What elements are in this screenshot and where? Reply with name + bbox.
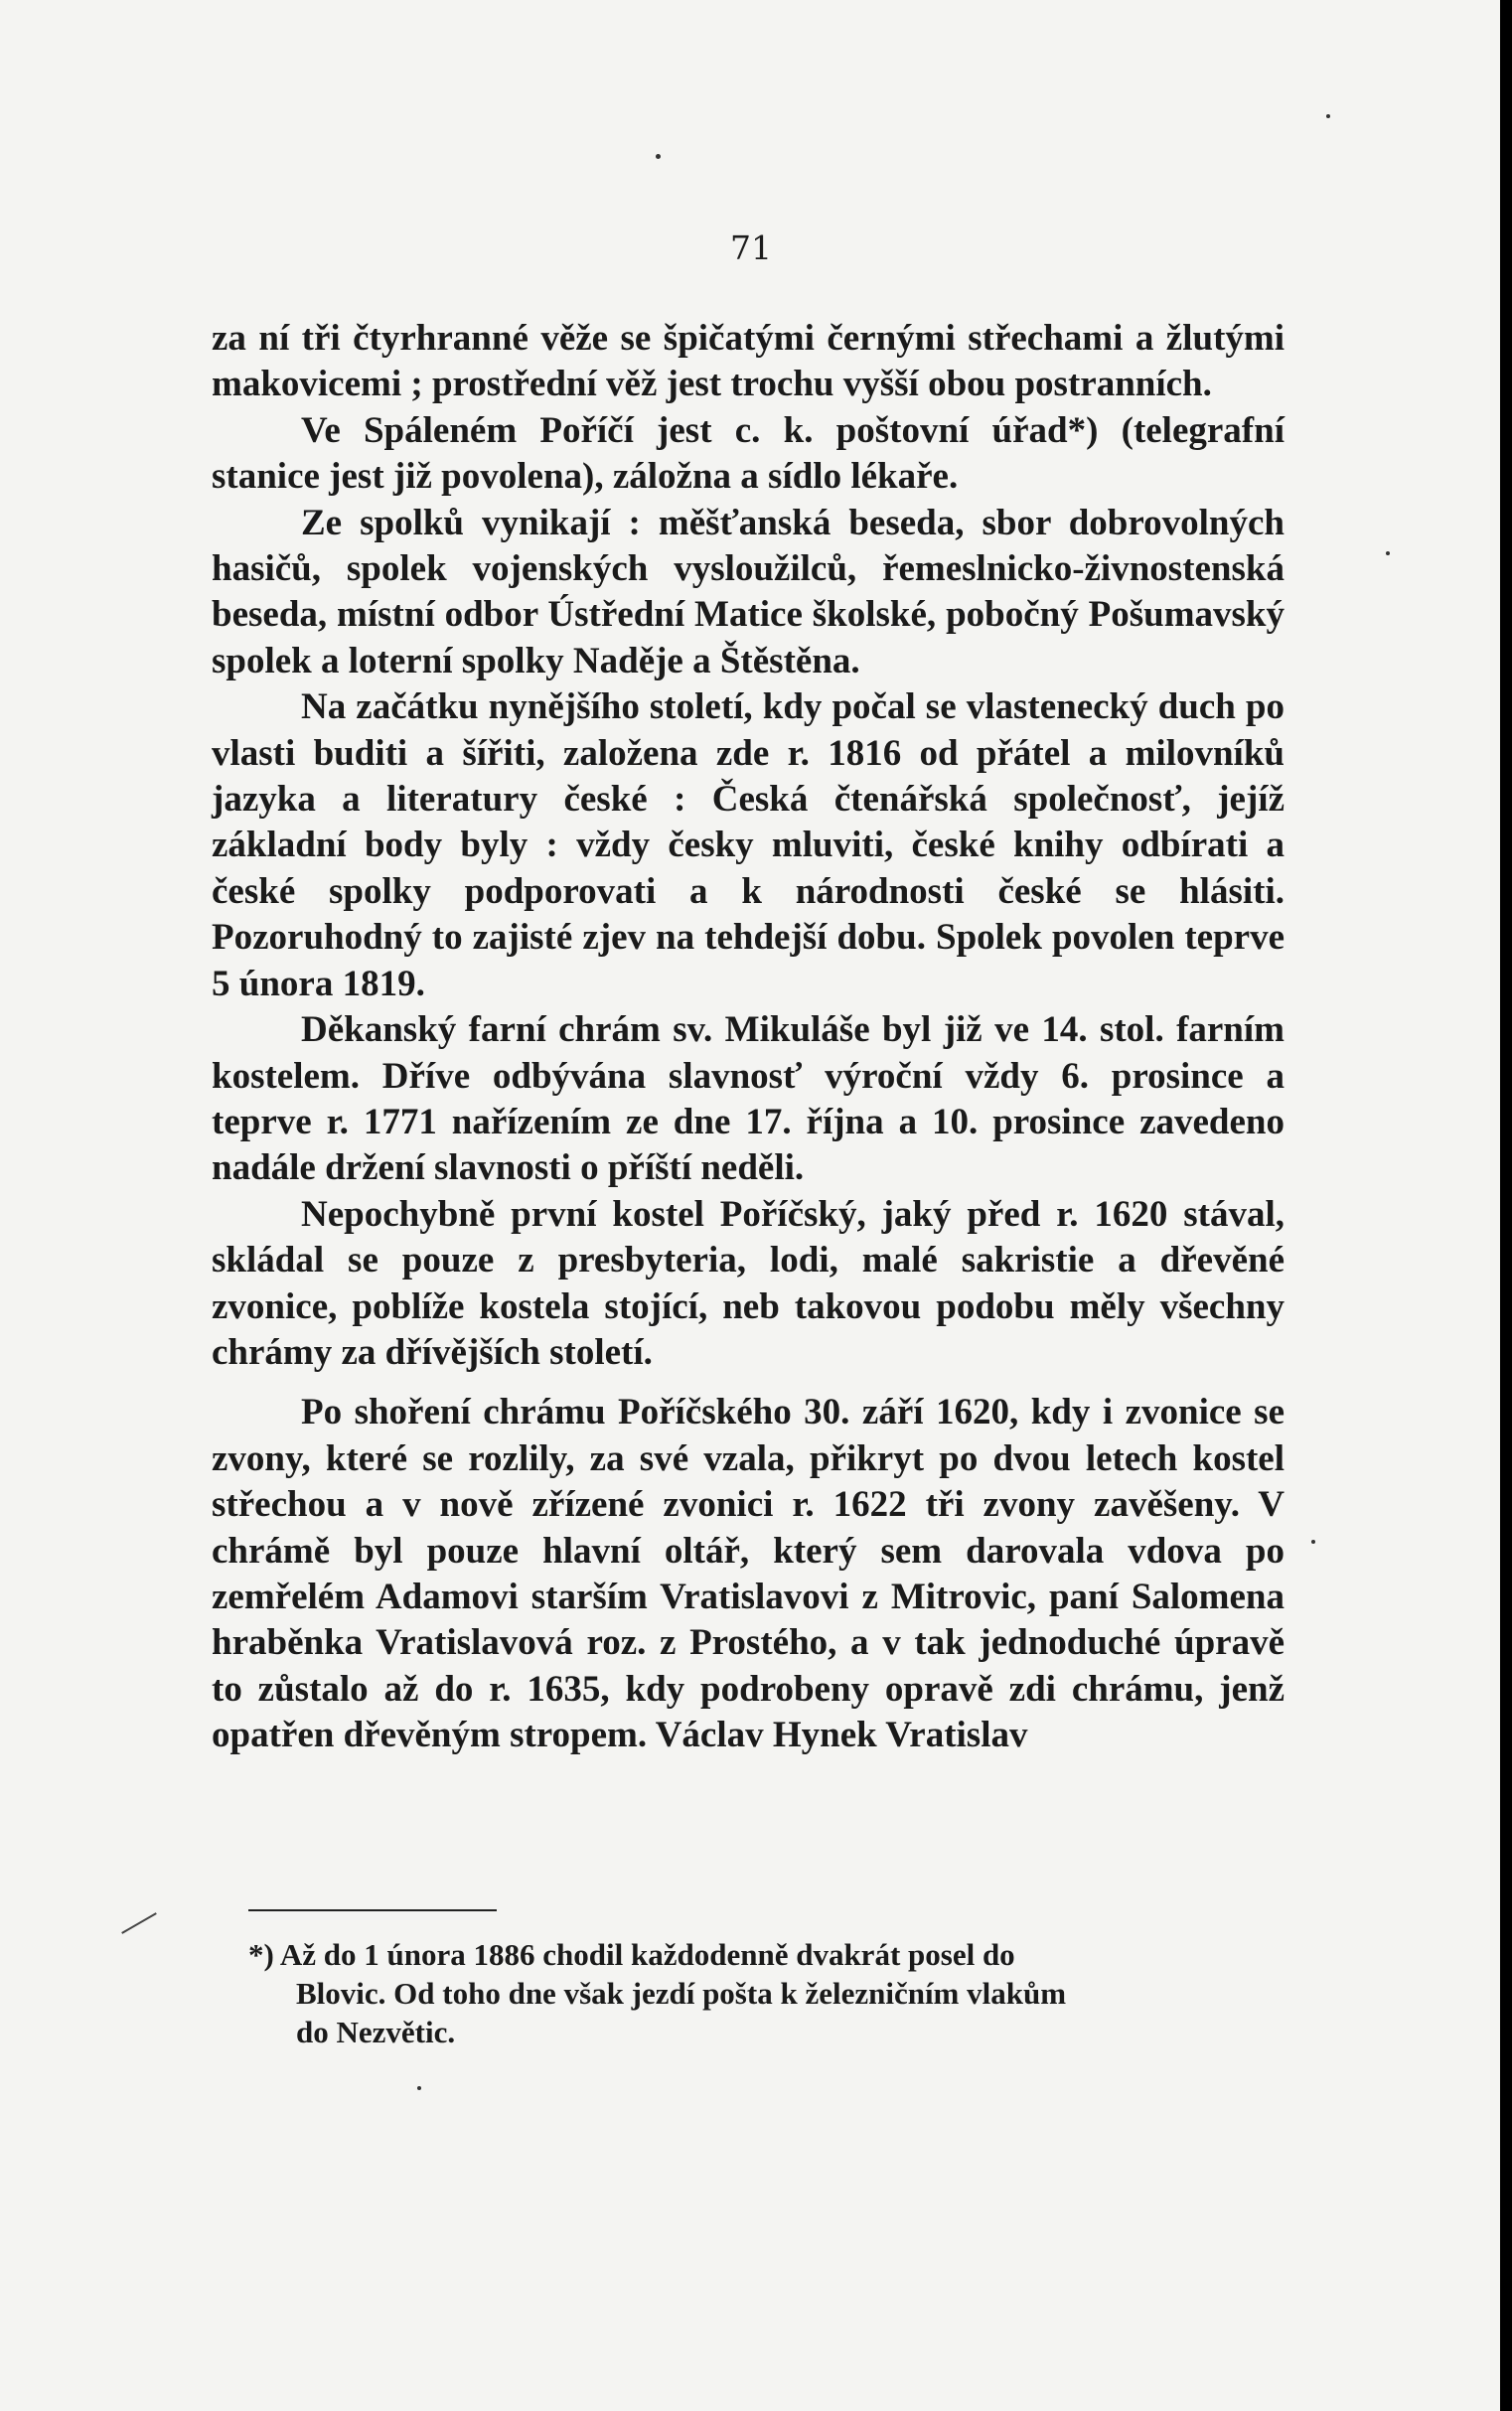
paragraph-3: Ze spolků vynikají : měšťanská beseda, sbor dobrovolných hasičů, spolek vojenských vysloužilců, řemeslnicko-živnostenská beseda, místní odbor Ústřední Matice školské, pobočný Pošumavský spolek a loterní spolky Naděje a Štěstěna. — [212, 502, 1285, 681]
paragraph-5: Děkanský farní chrám sv. Mikuláše byl již ve 14. stol. farním kostelem. Dříve odbývána slavnosť výroční vždy 6. prosince a teprve r. 1771 nařízením ze dne 17. října a 10. prosince zavedeno nadále držení slavnosti o příští neděli. — [212, 1009, 1285, 1189]
scan-speck — [417, 2086, 421, 2090]
footnote-line-1: *) Až do 1 února 1886 chodil každodenně dvakrát posel do — [248, 1937, 1015, 1972]
footnote — [248, 1935, 1277, 2051]
scan-speck — [1311, 1540, 1315, 1544]
footnote-marker: *) — [248, 1937, 274, 1972]
paragraph-7: Po shoření chrámu Poříčského 30. září 1620, kdy i zvonice se zvony, které se rozlily, za své vzala, přikryt po dvou letech kostel střechou a v nově zřízené zvonici r. 1622 tři zvony zavěšeny. V chrámě byl pouze hlavní oltář, který sem darovala vdova po zemřelém Adamovi starším Vratislavovi z Mitrovic, paní Salomena hraběnka Vratislavová roz. z Prostého, a v tak jednoduché úpravě to zůstalo až do r. 1635, kdy podrobeny opravě zdi chrámu, jenž opatřen dřevěným stropem. Václav Hynek Vratislav — [212, 1392, 1285, 1756]
scan-edge — [1500, 0, 1512, 2411]
page-number: 71 — [730, 228, 772, 267]
paragraph-2: Ve Spáleném Poříčí jest c. k. poštovní úřad*) (telegrafní stanice jest již povolena), záložna a sídlo lékaře. — [212, 409, 1285, 498]
scan-speck — [656, 154, 661, 159]
scan-speck — [1326, 114, 1330, 118]
paragraph-6: Nepochybně první kostel Poříčský, jaký před r. 1620 stával, skládal se pouze z presbyteria, lodi, malé sakristie a dřevěné zvonice, poblíže kostela stojící, neb takovou podobu měly všechny chrámy za dřívějších století. — [212, 1193, 1285, 1373]
paragraph-1: za ní tři čtyrhranné věže se špičatými černými střechami a žlutými makovicemi ; prostřední věž jest trochu vyšší obou postranních. — [212, 318, 1285, 405]
scan-scratch — [121, 1912, 157, 1934]
footnote-line-3: do Nezvětic. — [296, 2015, 456, 2049]
body-text — [212, 316, 1285, 1759]
footnote-line-2: Blovic. Od toho dne však jezdí pošta k železničním vlakům — [296, 1976, 1067, 2011]
footnote-divider — [248, 1909, 497, 1911]
scan-speck — [1386, 551, 1390, 555]
paragraph-4: Na začátku nynějšího století, kdy počal se vlastenecký duch po vlasti buditi a šířiti, založena zde r. 1816 od přátel a milovníků jazyka a literatury české : Česká čtenářská společnosť, jejíž základní body byly : vždy česky mluviti, české knihy odbírati a české spolky podporovati a k národnosti české se hlásiti. Pozoruhodný to zajisté zjev na tehdejší dobu. Spolek povolen teprve 5 února 1819. — [212, 686, 1285, 1004]
